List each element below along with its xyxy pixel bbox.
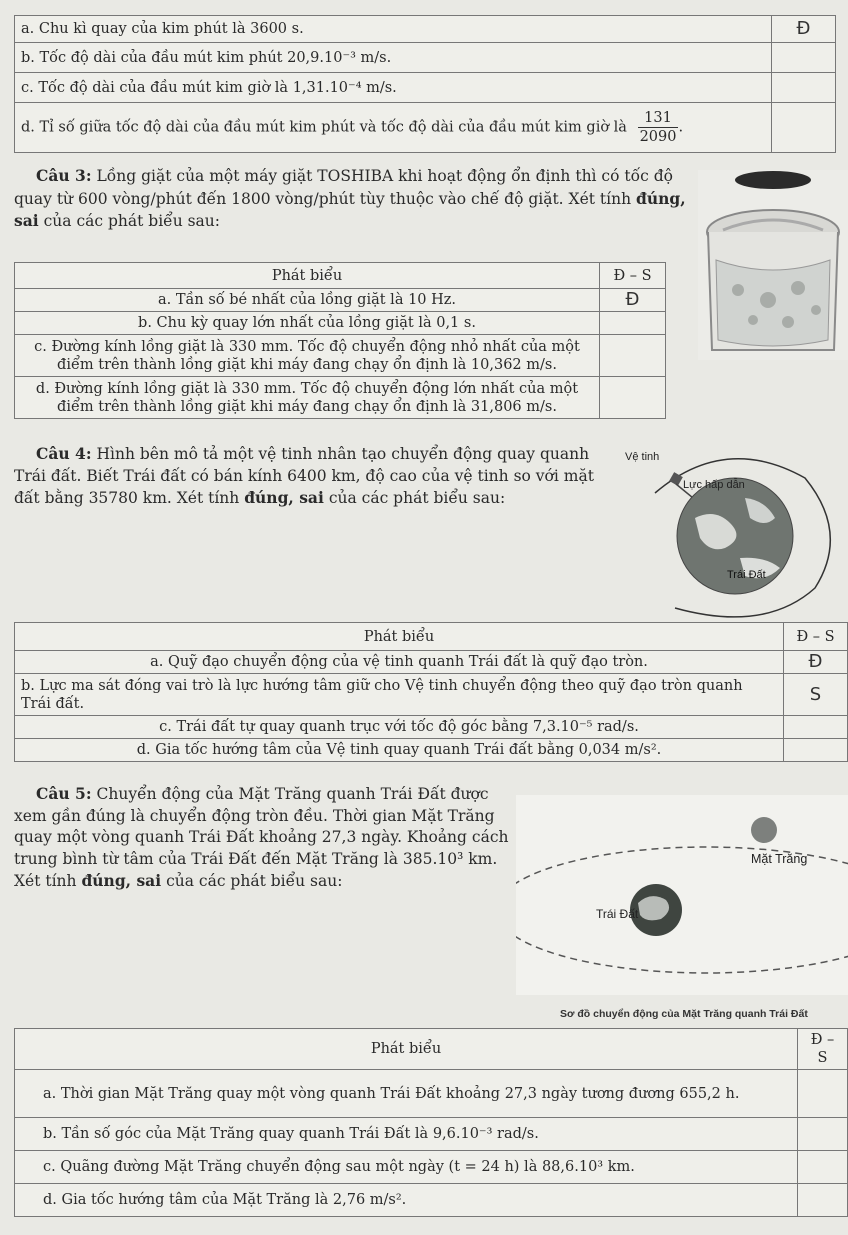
table-row [15, 312, 666, 335]
table-row [15, 73, 836, 103]
fraction [638, 109, 679, 146]
question-emphasis: đúng, sai [81, 871, 162, 890]
statement-cell: a. Thời gian Mặt Trăng quay một vòng quanh Trái Đất khoảng 27,3 ngày tương đương 655,2 h. [15, 1070, 798, 1118]
fraction-numerator: 131 [638, 109, 679, 128]
header-statement: Phát biểu [15, 623, 784, 651]
table-row [15, 377, 666, 419]
answer-cell [798, 1070, 848, 1118]
statement-cell: a. Chu kì quay của kim phút là 3600 s. [15, 16, 772, 43]
table-row [15, 103, 836, 153]
statement-cell: c. Quãng đường Mặt Trăng chuyển động sau một ngày (t = 24 h) là 88,6.10³ km. [15, 1151, 798, 1184]
q3-table [14, 262, 666, 419]
answer-cell [600, 312, 666, 335]
table-row [15, 1151, 848, 1184]
answer-cell: Đ [772, 16, 836, 43]
header-answer: Đ – S [784, 623, 848, 651]
question-tail: của các phát biểu sau: [43, 212, 220, 230]
question-text: Hình bên mô tả một vệ tinh nhân tạo chuyển động quay quanh Trái đất. Biết Trái đất có bán kính 6400 km, độ cao của vệ tinh so với mặt đất bằng 35780 km. Xét tính [14, 445, 594, 507]
statement-cell: b. Tốc độ dài của đầu mút kim phút 20,9.10⁻³ m/s. [15, 43, 772, 73]
force-label: Lực hấp dẫn [683, 479, 745, 491]
table-row [15, 716, 848, 739]
q5-table [14, 1028, 848, 1217]
question-emphasis: đúng, sai [244, 488, 324, 507]
answer-cell [798, 1184, 848, 1217]
washing-machine-drum-image [698, 170, 848, 360]
question-tail: của các phát biểu sau: [166, 872, 343, 890]
statement-cell: d. Đường kính lồng giặt là 330 mm. Tốc độ chuyển động lớn nhất của một điểm trên thành lồng giặt khi máy đang chạy ổn định là 31,806 m/s. [15, 377, 600, 419]
earth-label: Trái Đất [596, 907, 639, 921]
statement-cell: b. Chu kỳ quay lớn nhất của lồng giặt là 0,1 s. [15, 312, 600, 335]
statement-cell: b. Lực ma sát đóng vai trò là lực hướng tâm giữ cho Vệ tinh chuyển động theo quỹ đạo tròn quanh Trái đất. [15, 674, 784, 716]
answer-cell [600, 335, 666, 377]
question-label: Câu 5: [36, 784, 92, 803]
moon-orbit-figure [516, 795, 848, 995]
table-row [15, 1070, 848, 1118]
question-emphasis: đúng, sai [14, 188, 686, 230]
satellite-label: Vệ tinh [625, 451, 660, 463]
answer-cell [772, 73, 836, 103]
earth-label: Trái Đất [727, 569, 766, 581]
statement-cell: d. Gia tốc hướng tâm của Vệ tinh quay quanh Trái đất bằng 0,034 m/s². [15, 739, 784, 762]
answer-cell [798, 1118, 848, 1151]
statement-cell: a. Quỹ đạo chuyển động của vệ tinh quanh Trái đất là quỹ đạo tròn. [15, 651, 784, 674]
question-5 [14, 783, 514, 893]
table-row [15, 651, 848, 674]
answer-cell [600, 377, 666, 419]
header-statement: Phát biểu [15, 1029, 798, 1070]
header-answer: Đ – S [600, 263, 666, 289]
table-row [15, 335, 666, 377]
answer-cell: Đ [600, 289, 666, 312]
question-3 [14, 165, 694, 233]
table-header [15, 623, 848, 651]
question-text: Lồng giặt của một máy giặt TOSHIBA khi hoạt động ổn định thì có tốc độ quay từ 600 vòng/phút đến 1800 vòng/phút tùy thuộc vào chế độ giặt. Xét tính [14, 167, 673, 208]
table-row [15, 289, 666, 312]
moon-icon [751, 817, 777, 843]
answer-cell: S [784, 674, 848, 716]
q2-table [14, 15, 836, 153]
question-text: Chuyển động của Mặt Trăng quanh Trái Đất được xem gần đúng là chuyển động tròn đều. Thời gian Mặt Trăng quay một vòng quanh Trái Đất khoảng 27,3 ngày. Khoảng cách trung bình từ tâm của Trái Đất đến Mặt Trăng là 385.10³ km. Xét tính [14, 785, 509, 890]
statement-cell: d. Tỉ số giữa tốc độ dài của đầu mút kim phút và tốc độ dài của đầu mút kim giờ là $\frac{131}{2090}$ . [15, 103, 772, 153]
answer-cell [772, 103, 836, 153]
table-row [15, 674, 848, 716]
table-row [15, 739, 848, 762]
statement-text: d. Tỉ số giữa tốc độ dài của đầu mút kim phút và tốc độ dài của đầu mút kim giờ là [21, 119, 627, 136]
question-label: Câu 3: [36, 166, 92, 185]
q4-table [14, 622, 848, 762]
answer-cell [798, 1151, 848, 1184]
table-row [15, 43, 836, 73]
answer-cell [772, 43, 836, 73]
fraction-denominator: 2090 [639, 129, 677, 145]
table-header [15, 1029, 848, 1070]
statement-cell: c. Tốc độ dài của đầu mút kim giờ là 1,31.10⁻⁴ m/s. [15, 73, 772, 103]
header-statement: Phát biểu [15, 263, 600, 289]
satellite-orbit-figure [615, 438, 848, 623]
statement-cell: b. Tần số góc của Mặt Trăng quay quanh Trái Đất là 9,6.10⁻³ rad/s. [15, 1118, 798, 1151]
statement-cell: c. Trái đất tự quay quanh trục với tốc độ góc bằng 7,3.10⁻⁵ rad/s. [15, 716, 784, 739]
statement-cell: a. Tần số bé nhất của lồng giặt là 10 Hz. [15, 289, 600, 312]
question-4 [14, 443, 614, 510]
table-row [15, 1118, 848, 1151]
answer-cell: Đ [784, 651, 848, 674]
moon-label: Mặt Trăng [751, 852, 808, 866]
statement-cell: c. Đường kính lồng giặt là 330 mm. Tốc độ chuyển động nhỏ nhất của một điểm trên thành lồng giặt khi máy đang chạy ổn định là 10,362 m/s. [15, 335, 600, 377]
table-row [15, 16, 836, 43]
answer-cell [784, 739, 848, 762]
header-answer: Đ – S [798, 1029, 848, 1070]
table-header [15, 263, 666, 289]
table-row [15, 1184, 848, 1217]
question-label: Câu 4: [36, 444, 92, 463]
answer-cell [784, 716, 848, 739]
question-tail: của các phát biểu sau: [328, 489, 506, 507]
figure-caption: Sơ đồ chuyển động của Mặt Trăng quanh Trái Đất [560, 1008, 808, 1020]
statement-cell: d. Gia tốc hướng tâm của Mặt Trăng là 2,76 m/s². [15, 1184, 798, 1217]
